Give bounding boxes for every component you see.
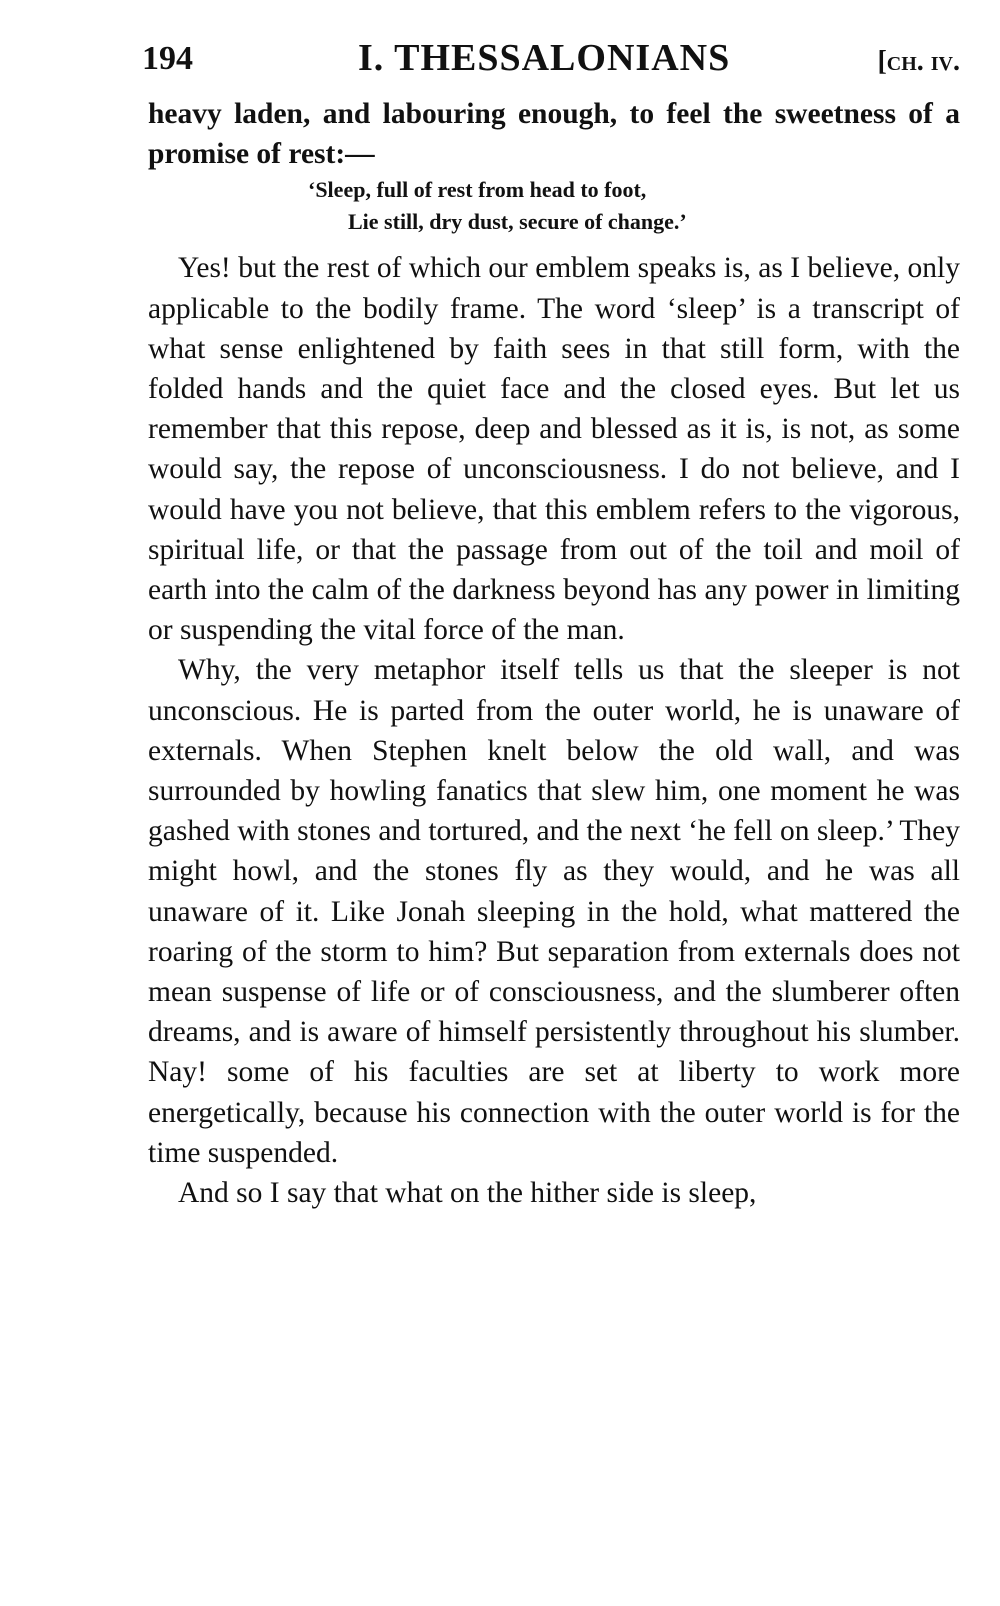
page-header [142,34,960,94]
verse-line-2: Lie still, dry dust, secure of change.’ [348,209,687,235]
verse-quotation [148,174,960,238]
paragraph-3: And so I say that what on the hither side is sleep, [178,1177,757,1210]
book-page [142,34,960,1213]
page-body [148,94,960,1213]
running-title: I. THESSALONIANS [358,37,731,79]
paragraph-1: Yes! but the rest of which our emblem speaks is, as I believe, only applicable to the bodily frame. The word ‘sleep’ is a transcript of what sense enlightened by faith sees in that still form, with the folded hands and the quiet face and the closed eyes. But let us remember that this repose, deep and blessed as it is, is not, as some would say, the repose of unconsciousness. I do not believe, and I would have you not believe, that this emblem refers to the vigorous, spiritual life, or that the passage from out of the toil and moil of earth into the calm of the darkness beyond has any power in limiting or suspending the vital force of the man. [148,252,960,647]
page-number: 194 [142,40,193,77]
chapter-reference: [ch. iv. [877,46,960,77]
paragraph-2: Why, the very metaphor itself tells us that the sleeper is not unconscious. He is parted from the outer world, he is unaware of externals. When Stephen knelt below the old wall, and was surrounded by howling fanatics that slew him, one moment he was gashed with stones and tortured, and the next ‘he fell on sleep.’ They might howl, and the stones fly as they would, and he was all unaware of it. Like Jonah sleeping in the hold, what mattered the roaring of the storm to him? But separation from externals does not mean suspense of life or of consciousness, and the slumberer often dreams, and is aware of himself persistently throughout his slumber. Nay! some of his faculties are set at liberty to work more energetically, because his connection with the outer world is for the time suspended. [148,654,960,1169]
verse-line-1: ‘Sleep, full of rest from head to foot, [308,177,647,203]
opening-paragraph: heavy laden, and labouring enough, to feel the sweetness of a promise of rest:— [148,98,960,171]
